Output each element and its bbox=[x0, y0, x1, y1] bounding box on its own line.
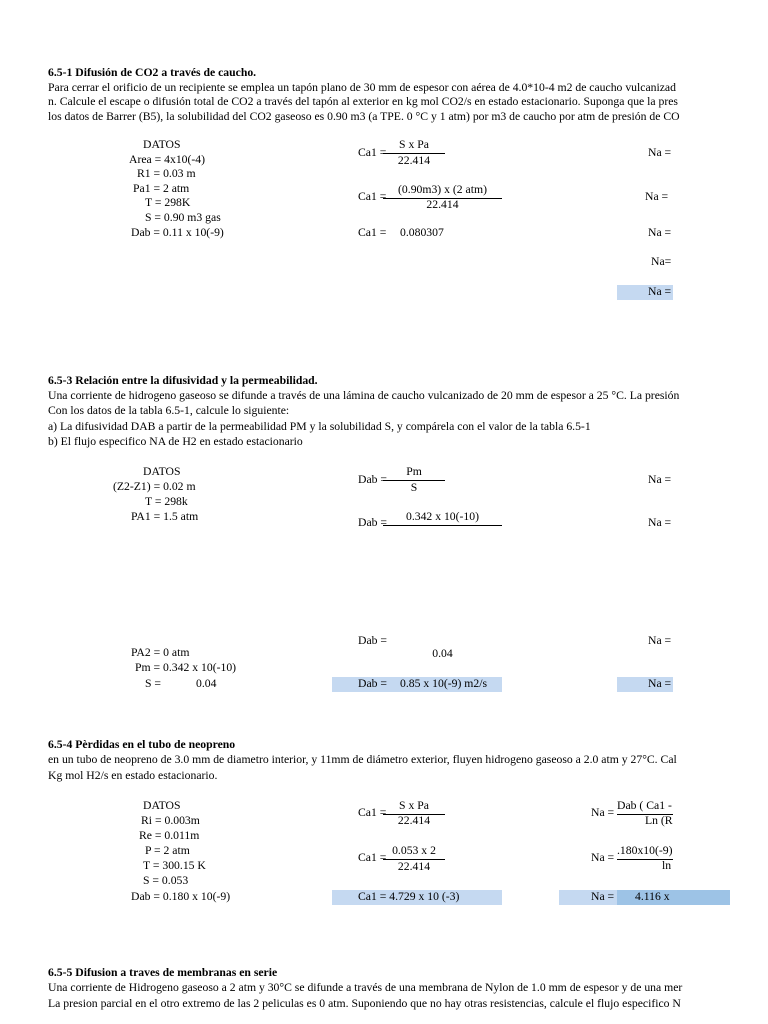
fraction-denominator: 22.414 bbox=[426, 198, 459, 211]
problem-statement-line: n. Calcule el escape o difusión total de CO2 a través del tapón al exterior en kg mol CO2/s en estado estacionario. Suponga que la pres bbox=[48, 95, 678, 108]
datos-header: DATOS bbox=[143, 138, 181, 151]
problem-title: 6.5-5 Difusion a traves de membranas en serie bbox=[48, 966, 278, 979]
datos-header: DATOS bbox=[143, 465, 181, 478]
fraction-denominator: 0.04 bbox=[432, 647, 453, 660]
problem-statement-line: Con los datos de la tabla 6.5-1, calcule lo siguiente: bbox=[48, 404, 290, 417]
datos-pa1: Pa1 = 2 atm bbox=[133, 182, 190, 195]
datos-solubility: S = 0.90 m3 gas bbox=[145, 211, 221, 224]
problem-title: 6.5-4 Pèrdidas en el tubo de neopreno bbox=[48, 738, 236, 751]
fraction-numerator: S x Pa bbox=[399, 799, 429, 812]
fraction-bar bbox=[383, 525, 502, 526]
datos-area: Area = 4x10(-4) bbox=[129, 153, 206, 166]
na-label: Na = bbox=[645, 190, 669, 203]
datos-solubility: S = 0.053 bbox=[143, 874, 189, 887]
datos-dab: Dab = 0.11 x 10(-9) bbox=[131, 226, 224, 239]
datos-pa1: PA1 = 1.5 atm bbox=[131, 510, 199, 523]
dab-label: Dab = bbox=[358, 516, 387, 529]
problem-statement-line: Una corriente de Hidrogeno gaseoso a 2 atm y 30°C se difunde a través de una membrana de Nylon de 1.0 mm de espesor y de una mer bbox=[48, 981, 683, 994]
na-label: Na = bbox=[648, 516, 672, 529]
datos-pressure: P = 2 atm bbox=[145, 844, 190, 857]
problem-title: 6.5-1 Difusión de CO2 a través de caucho. bbox=[48, 66, 257, 79]
na-label: Na= bbox=[651, 255, 672, 268]
problem-statement-line: Una corriente de hidrogeno gaseoso se difunde a través de una lámina de caucho vulcanizado de 20 mm de espesor a 25 °C. La presión bbox=[48, 389, 680, 402]
problem-statement-line: La presion parcial en el otro extremo de las 2 peliculas es 0 atm. Suponiendo que no hay otras resistencias, calcule el flujo especifico N bbox=[48, 997, 681, 1010]
fraction-denominator: S bbox=[410, 481, 418, 494]
fraction-denominator: 22.414 bbox=[397, 860, 431, 873]
ca1-label: Ca1 = bbox=[358, 190, 387, 203]
ca1-label: Ca1 = bbox=[358, 806, 387, 819]
dab-result-label: Dab = bbox=[358, 677, 387, 690]
datos-pa2: PA2 = 0 atm bbox=[131, 646, 190, 659]
fraction-numerator: .180x10(-9) bbox=[617, 844, 673, 857]
datos-solubility-label: S = bbox=[145, 677, 162, 690]
datos-solubility-value: 0.04 bbox=[196, 677, 217, 690]
problem-statement-line: b) El flujo especifico NA de H2 en estado estacionario bbox=[48, 435, 303, 448]
fraction-numerator: 0.053 x 2 bbox=[392, 844, 436, 857]
fraction-numerator: 0.342 x 10(-10) bbox=[405, 510, 480, 523]
problem-statement-line: Para cerrar el orificio de un recipiente se emplea un tapón plano de 30 mm de espesor con aérea de 4.0*10-4 m2 de caucho vulcanizad bbox=[48, 81, 676, 94]
datos-header: DATOS bbox=[143, 799, 181, 812]
fraction-denominator: Ln (R bbox=[645, 814, 673, 827]
datos-r1: R1 = 0.03 m bbox=[137, 167, 196, 180]
ca1-label: Ca1 = bbox=[358, 226, 387, 239]
dab-label: Dab = bbox=[358, 473, 387, 486]
fraction-numerator: Pm bbox=[406, 465, 422, 478]
datos-temperature: T = 298K bbox=[145, 196, 191, 209]
na-result-label: Na = bbox=[648, 285, 672, 298]
fraction-denominator: ln bbox=[662, 859, 672, 872]
problem-statement-line: Kg mol H2/s en estado estacionario. bbox=[48, 769, 218, 782]
problem-statement-line: a) La difusividad DAB a partir de la permeabilidad PM y la solubilidad S, y compárela con el valor de la tabla 6.5-1 bbox=[48, 420, 591, 433]
na-label: Na = bbox=[648, 146, 672, 159]
fraction-denominator: 22.414 bbox=[397, 814, 431, 827]
fraction-numerator: S x Pa bbox=[399, 138, 429, 151]
ca1-label: Ca1 = bbox=[358, 851, 387, 864]
na-label-fragment-top bbox=[648, 516, 673, 527]
datos-thickness: (Z2-Z1) = 0.02 m bbox=[113, 480, 196, 493]
na-label-fragment-bottom bbox=[648, 634, 673, 648]
fraction-denominator: 22.414 bbox=[397, 154, 431, 167]
na-label: Na = bbox=[591, 851, 615, 864]
dab-result-value: 0.85 x 10(-9) m2/s bbox=[400, 677, 487, 690]
na-result-value: 4.116 x bbox=[635, 890, 670, 903]
na-result-label: Na = bbox=[648, 677, 672, 690]
na-result-label: Na = bbox=[591, 890, 615, 903]
datos-temperature: T = 300.15 K bbox=[143, 859, 206, 872]
fraction-numerator: (0.90m3) x (2 atm) bbox=[398, 183, 487, 196]
na-label: Na = bbox=[648, 226, 672, 239]
datos-dab: Dab = 0.180 x 10(-9) bbox=[131, 890, 231, 903]
ca1-result: Ca1 = 4.729 x 10 (-3) bbox=[358, 890, 460, 903]
datos-temperature: T = 298k bbox=[145, 495, 188, 508]
ca1-label: Ca1 = bbox=[358, 146, 387, 159]
problem-statement-line: los datos de Barrer (B5), la solubilidad del CO2 gaseoso es 0.90 m3 (a TPE. 0 °C y 1 atm) por m3 de caucho por atm de presión de CO bbox=[48, 110, 680, 123]
dab-label: Dab = bbox=[358, 634, 387, 647]
na-label: Na = bbox=[648, 473, 672, 486]
problem-title: 6.5-3 Relación entre la difusividad y la permeabilidad. bbox=[48, 374, 318, 387]
na-label: Na = bbox=[591, 806, 615, 819]
ca1-result-value: 0.080307 bbox=[400, 226, 444, 239]
fraction-numerator: Dab ( Ca1 - bbox=[617, 799, 672, 812]
datos-outer-radius: Re = 0.011m bbox=[139, 829, 200, 842]
datos-permeability: Pm = 0.342 x 10(-10) bbox=[135, 661, 237, 674]
datos-inner-radius: Ri = 0.003m bbox=[141, 814, 200, 827]
problem-statement-line: en un tubo de neopreno de 3.0 mm de diametro interior, y 11mm de diámetro exterior, fluyen hidrogeno gaseoso a 2.0 atm y 27°C. Cal bbox=[48, 753, 677, 766]
na-label: Na = bbox=[648, 634, 672, 647]
